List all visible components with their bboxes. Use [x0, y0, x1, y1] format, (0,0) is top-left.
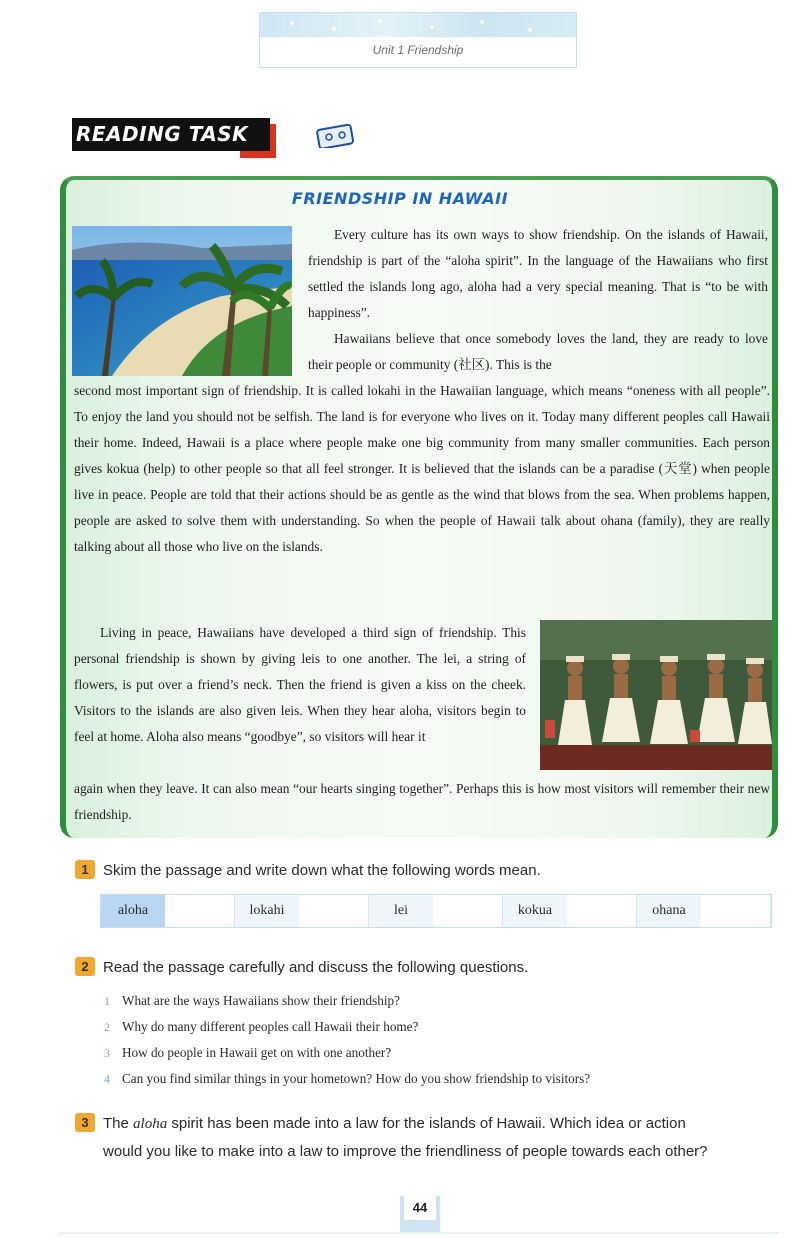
paragraph-3-text: Living in peace, Hawaiians have developed a third sign of friendship. This personal friendship is shown by giving leis to one another. The lei, a string of flowers, is put over a friend’s neck. Then the friend is given a kiss on the cheek. Visitors to the islands are also given leis. When they hear aloha, visitors begin to feel at home. Aloha also means “goodbye”, so visitors will hear it [74, 625, 526, 744]
paragraph-2-text: second most important sign of friendship. It is called lokahi in the Hawaiian language, which means “oneness with all people”. To enjoy the land you should not be selfish. The land is for everyone who lives on it. Today many different peoples call Hawaii their home. Indeed, Hawaii is a place where people make one big community from many smaller communities. Each person gives kokua (help) to other people so that all feel stronger. It is believed that the islands can be a paradise (天堂) when people live in peace. People are told that their actions should be as gentle as the wind that blows from the sea. When problems happen, people are asked to solve them with understanding. So when the people of Hawaii talk about ohana (family), they are really talking about all those who live on the islands. [74, 383, 770, 554]
page-number-tab [400, 1196, 440, 1234]
exercise-2 [75, 957, 528, 976]
paragraph-3 [74, 620, 526, 750]
paragraph-3-end [74, 776, 770, 828]
paragraph-3-end-text: again when they leave. It can also mean “our hearts singing together”. Perhaps this is how most visitors will remember their new friendship. [74, 781, 770, 822]
question-number: 4 [104, 1072, 110, 1086]
question-item [104, 1066, 590, 1092]
exercise-3-pre: The [103, 1115, 129, 1132]
footer-line [58, 1232, 778, 1234]
question-item [104, 1014, 590, 1040]
word-label: lei [369, 895, 433, 927]
word-table [100, 894, 772, 928]
exercise-1-instruction: Skim the passage and write down what the following words mean. [103, 862, 541, 879]
word-answer-blank[interactable] [165, 895, 235, 927]
question-text: What are the ways Hawaiians show their friendship? [122, 993, 400, 1008]
word-cell [101, 895, 235, 927]
article-title: FRIENDSHIP IN HAWAII [291, 189, 509, 208]
cassette-tape-icon[interactable] [316, 124, 356, 148]
page-number: 44 [404, 1196, 436, 1220]
question-text: How do people in Hawaii get on with one another? [122, 1045, 392, 1060]
exercise-3-line2: would you like to make into a law to improve the friendliness of people towards each other? [103, 1143, 708, 1160]
word-cell [235, 895, 369, 927]
paragraph-2-body [74, 378, 770, 560]
unit-header [259, 12, 577, 68]
reading-task-text: READING TASK [76, 122, 249, 146]
question-number: 2 [104, 1020, 110, 1034]
question-text: Why do many different peoples call Hawaii their home? [122, 1019, 419, 1034]
hula-dancers-photo [540, 620, 772, 770]
word-answer-blank[interactable] [299, 895, 369, 927]
exercise-3-post: spirit has been made into a law for the islands of Hawaii. Which idea or action [171, 1115, 686, 1132]
question-number: 1 [104, 994, 110, 1008]
exercise-2-badge: 2 [75, 957, 95, 976]
word-label: kokua [503, 895, 567, 927]
exercise-2-instruction: Read the passage carefully and discuss the following questions. [103, 959, 529, 976]
word-answer-blank[interactable] [433, 895, 503, 927]
word-label: aloha [101, 895, 165, 927]
word-answer-blank[interactable] [701, 895, 771, 927]
word-label: lokahi [235, 895, 299, 927]
word-cell [503, 895, 637, 927]
word-label: ohana [637, 895, 701, 927]
unit-title: Unit 1 Friendship [372, 43, 464, 57]
paragraph-1 [308, 222, 768, 378]
paragraph-2-start: Hawaiians believe that once somebody loves the land, they are ready to love their people or community (社区). This is the [308, 331, 768, 372]
question-number: 3 [104, 1046, 110, 1060]
exercise-1-badge: 1 [75, 860, 95, 879]
question-item [104, 1040, 590, 1066]
question-text: Can you find similar things in your hometown? How do you show friendship to visitors? [122, 1071, 591, 1086]
exercise-3-badge: 3 [75, 1113, 95, 1132]
word-cell [637, 895, 771, 927]
hawaii-beach-photo [72, 226, 292, 376]
exercise-3-italic: aloha [133, 1116, 168, 1132]
reading-task-label [72, 118, 278, 160]
paragraph-1-text: Every culture has its own ways to show friendship. On the islands of Hawaii, friendship is part of the “aloha spirit”. In the language of the Hawaiians who first settled the islands long ago, aloha had a very special meaning. That is “to be with happiness”. [308, 227, 768, 320]
question-item [104, 988, 590, 1014]
question-list [104, 988, 590, 1092]
exercise-3 [75, 1110, 775, 1165]
exercise-1 [75, 860, 541, 879]
word-answer-blank[interactable] [567, 895, 637, 927]
word-cell [369, 895, 503, 927]
header-decoration [260, 13, 576, 37]
